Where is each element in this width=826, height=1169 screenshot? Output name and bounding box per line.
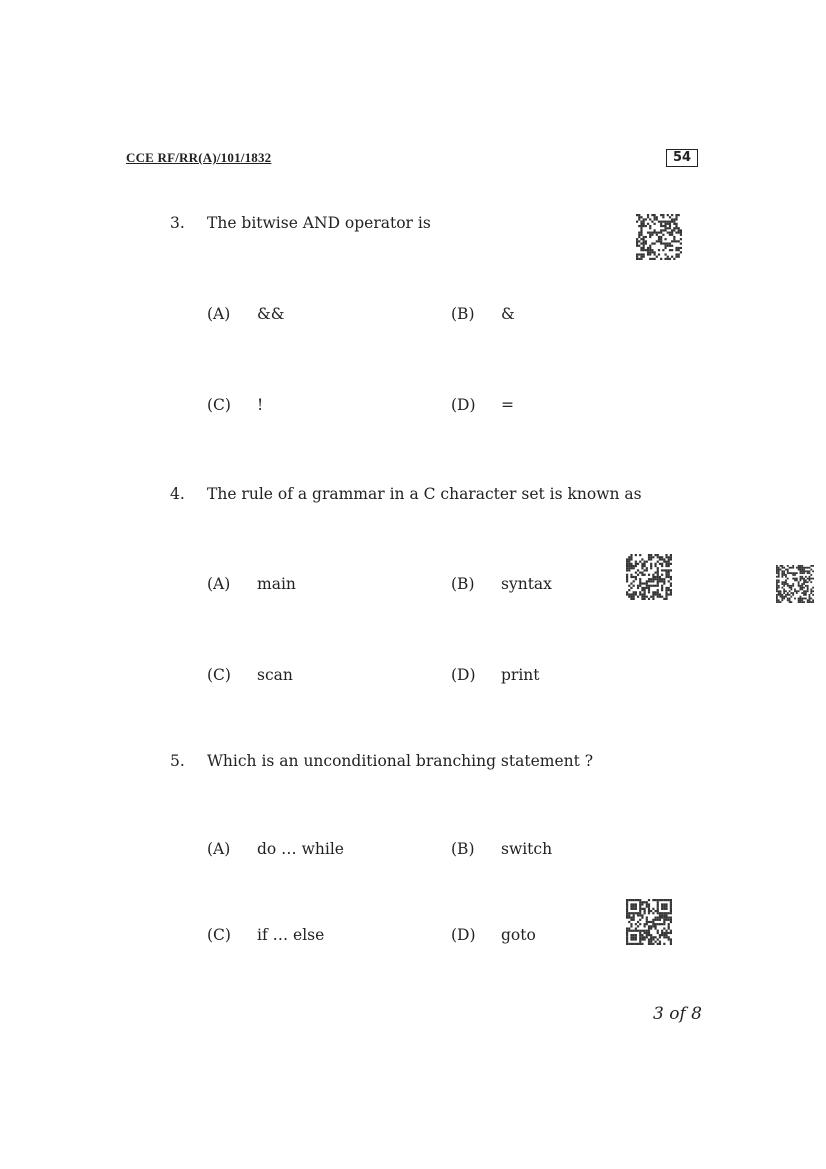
question-5-option-b-text: switch: [501, 840, 553, 858]
question-3-option-b-letter: (B): [451, 305, 475, 323]
question-5-option-a-text: do … while: [257, 840, 344, 858]
question-3-option-d-text: =: [501, 396, 514, 414]
question-5-option-c-text: if … else: [257, 926, 325, 944]
question-3-number: 3.: [170, 214, 185, 232]
question-3-option-b-text: &: [501, 305, 515, 323]
question-4-option-a-text: main: [257, 575, 296, 593]
question-4-option-d-letter: (D): [451, 666, 476, 684]
question-5-option-a-letter: (A): [207, 840, 231, 858]
qr-code-icon: [626, 899, 672, 945]
qr-code-icon: [636, 214, 682, 260]
question-5-option-d-letter: (D): [451, 926, 476, 944]
question-5-number: 5.: [170, 752, 185, 770]
question-4-number: 4.: [170, 485, 185, 503]
qr-code-icon: [776, 565, 814, 603]
qr-code-icon: [626, 554, 672, 600]
question-5-option-c-letter: (C): [207, 926, 231, 944]
paper-code: CCE RF/RR(A)/101/1832: [126, 150, 272, 165]
question-3-option-c-letter: (C): [207, 396, 231, 414]
question-3-option-a-text: &&: [257, 305, 285, 323]
question-3-option-d-letter: (D): [451, 396, 476, 414]
question-3-option-a-letter: (A): [207, 305, 231, 323]
question-4-option-c-text: scan: [257, 666, 293, 684]
question-3-option-c-text: !: [257, 396, 264, 414]
question-4-option-b-text: syntax: [501, 575, 552, 593]
question-4-option-d-text: print: [501, 666, 540, 684]
question-4-option-a-letter: (A): [207, 575, 231, 593]
question-4-option-b-letter: (B): [451, 575, 475, 593]
question-5-option-d-text: goto: [501, 926, 536, 944]
question-4-text: The rule of a grammar in a C character set is known as: [207, 485, 642, 503]
page-indicator: 3 of 8: [653, 1004, 702, 1024]
question-3-text: The bitwise AND operator is: [207, 214, 431, 232]
question-5-option-b-letter: (B): [451, 840, 475, 858]
question-4-option-c-letter: (C): [207, 666, 231, 684]
question-5-text: Which is an unconditional branching statement ?: [207, 752, 594, 770]
page-number-box: 54: [666, 149, 698, 167]
